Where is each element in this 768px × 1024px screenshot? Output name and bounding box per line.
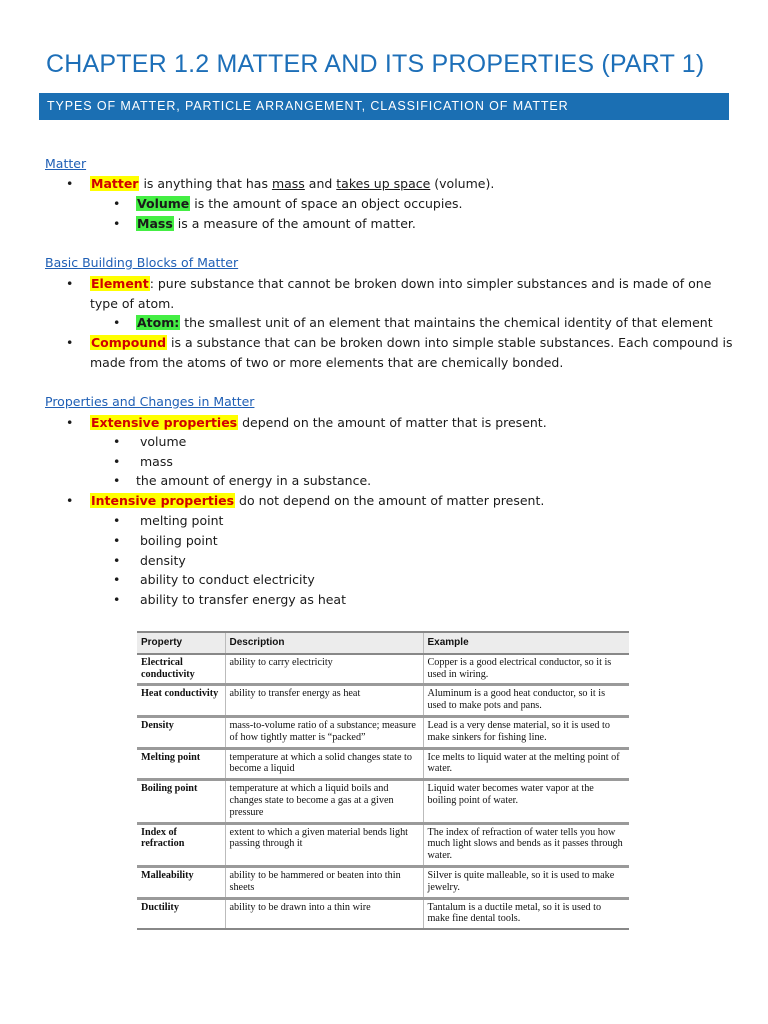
table-header: Description bbox=[225, 632, 423, 654]
table-cell-property: Electrical conductivity bbox=[137, 654, 225, 685]
bullet-icon: • bbox=[113, 513, 121, 528]
table-cell-example: Liquid water becomes water vapor at the boiling point of water. bbox=[423, 780, 629, 823]
term-intensive-properties: Intensive properties bbox=[91, 493, 235, 508]
bullet-icon: • bbox=[113, 454, 121, 469]
bullet-icon: • bbox=[113, 553, 121, 568]
term-element: Element bbox=[91, 276, 149, 291]
text: and bbox=[304, 176, 337, 191]
table-row bbox=[137, 866, 629, 898]
heading-building-blocks: Basic Building Blocks of Matter bbox=[45, 255, 239, 270]
table-cell-property: Ductility bbox=[137, 898, 225, 929]
mass-definition bbox=[136, 214, 416, 234]
element-definition bbox=[90, 274, 711, 294]
table-cell-description: ability to be drawn into a thin wire bbox=[225, 898, 423, 929]
table-row bbox=[137, 748, 629, 780]
table-cell-description: extent to which a given material bends light passing through it bbox=[225, 823, 423, 866]
text-takes-up-space: takes up space bbox=[336, 176, 431, 191]
table-cell-property: Heat conductivity bbox=[137, 685, 225, 717]
intensive-item: boiling point bbox=[140, 533, 218, 548]
intensive-item: melting point bbox=[140, 513, 224, 528]
table-cell-property: Melting point bbox=[137, 748, 225, 780]
table-cell-example: Aluminum is a good heat conductor, so it is used to make pots and pans. bbox=[423, 685, 629, 717]
intensive-item: ability to conduct electricity bbox=[140, 572, 315, 587]
bullet-icon: • bbox=[66, 335, 74, 350]
text-mass: mass bbox=[271, 176, 305, 191]
section-banner: TYPES OF MATTER, PARTICLE ARRANGEMENT, CLASSIFICATION OF MATTER bbox=[39, 93, 729, 120]
extensive-item: mass bbox=[140, 454, 173, 469]
table-cell-example: Lead is a very dense material, so it is used to make sinkers for fishing line. bbox=[423, 716, 629, 748]
bullet-icon: • bbox=[113, 196, 121, 211]
table-cell-example: Tantalum is a ductile metal, so it is used to make fine dental tools. bbox=[423, 898, 629, 929]
table-cell-property: Density bbox=[137, 716, 225, 748]
extensive-item: volume bbox=[140, 434, 187, 449]
bullet-icon: • bbox=[113, 434, 121, 449]
bullet-icon: • bbox=[113, 592, 121, 607]
text: is anything that has bbox=[139, 176, 272, 191]
atom-definition bbox=[136, 313, 713, 333]
table-header-row bbox=[137, 632, 629, 654]
intensive-definition bbox=[90, 491, 544, 511]
text: : pure substance that cannot be broken down into simpler substances and is made of one bbox=[149, 276, 712, 291]
table-header: Example bbox=[423, 632, 629, 654]
term-atom: Atom: bbox=[137, 315, 180, 330]
heading-matter: Matter bbox=[45, 156, 87, 171]
matter-definition bbox=[90, 174, 494, 194]
table-cell-property: Index of refraction bbox=[137, 823, 225, 866]
table-header: Property bbox=[137, 632, 225, 654]
bullet-icon: • bbox=[66, 493, 74, 508]
bullet-icon: • bbox=[66, 415, 74, 430]
volume-definition bbox=[136, 194, 463, 214]
table-cell-example: Copper is a good electrical conductor, so it is used in wiring. bbox=[423, 654, 629, 685]
extensive-item: the amount of energy in a substance. bbox=[136, 473, 372, 488]
text: is the amount of space an object occupies. bbox=[190, 196, 463, 211]
table-cell-example: Silver is quite malleable, so it is used to make jewelry. bbox=[423, 866, 629, 898]
term-compound: Compound bbox=[91, 335, 167, 350]
table-row bbox=[137, 780, 629, 823]
table-cell-property: Boiling point bbox=[137, 780, 225, 823]
table-row bbox=[137, 685, 629, 717]
extensive-definition bbox=[90, 413, 547, 433]
term-matter: Matter bbox=[91, 176, 139, 191]
bullet-icon: • bbox=[113, 572, 121, 587]
bullet-icon: • bbox=[66, 176, 74, 191]
compound-definition-cont: made from the atoms of two or more elements that are chemically bonded. bbox=[90, 355, 564, 370]
text: (volume). bbox=[430, 176, 495, 191]
table-row bbox=[137, 654, 629, 685]
intensive-item: ability to transfer energy as heat bbox=[140, 592, 346, 607]
term-mass: Mass bbox=[137, 216, 173, 231]
page-title: CHAPTER 1.2 MATTER AND ITS PROPERTIES (PART 1) bbox=[46, 50, 705, 78]
text: depend on the amount of matter that is present. bbox=[238, 415, 547, 430]
bullet-icon: • bbox=[66, 276, 74, 291]
table-cell-example: The index of refraction of water tells you how much light slows and bends as it passes through water. bbox=[423, 823, 629, 866]
table-cell-description: ability to transfer energy as heat bbox=[225, 685, 423, 717]
table-cell-description: temperature at which a solid changes state to become a liquid bbox=[225, 748, 423, 780]
text: do not depend on the amount of matter present. bbox=[235, 493, 545, 508]
bullet-icon: • bbox=[113, 473, 121, 488]
text: is a substance that can be broken down into simple stable substances. Each compound is bbox=[167, 335, 733, 350]
heading-properties: Properties and Changes in Matter bbox=[45, 394, 255, 409]
bullet-icon: • bbox=[113, 216, 121, 231]
text: is a measure of the amount of matter. bbox=[173, 216, 416, 231]
table-cell-example: Ice melts to liquid water at the melting point of water. bbox=[423, 748, 629, 780]
text: the smallest unit of an element that maintains the chemical identity of that element bbox=[180, 315, 713, 330]
bullet-icon: • bbox=[113, 315, 121, 330]
table-cell-description: ability to carry electricity bbox=[225, 654, 423, 685]
properties-table bbox=[137, 631, 629, 930]
term-extensive-properties: Extensive properties bbox=[91, 415, 238, 430]
table-cell-description: ability to be hammered or beaten into thin sheets bbox=[225, 866, 423, 898]
table-cell-description: mass-to-volume ratio of a substance; measure of how tightly matter is “packed” bbox=[225, 716, 423, 748]
element-definition-cont: type of atom. bbox=[90, 296, 175, 311]
table-row bbox=[137, 898, 629, 929]
term-volume: Volume bbox=[137, 196, 190, 211]
table-row bbox=[137, 823, 629, 866]
table-cell-property: Malleability bbox=[137, 866, 225, 898]
bullet-icon: • bbox=[113, 533, 121, 548]
compound-definition bbox=[90, 333, 732, 353]
intensive-item: density bbox=[140, 553, 186, 568]
table-cell-description: temperature at which a liquid boils and changes state to become a gas at a given pressure bbox=[225, 780, 423, 823]
table-row bbox=[137, 716, 629, 748]
